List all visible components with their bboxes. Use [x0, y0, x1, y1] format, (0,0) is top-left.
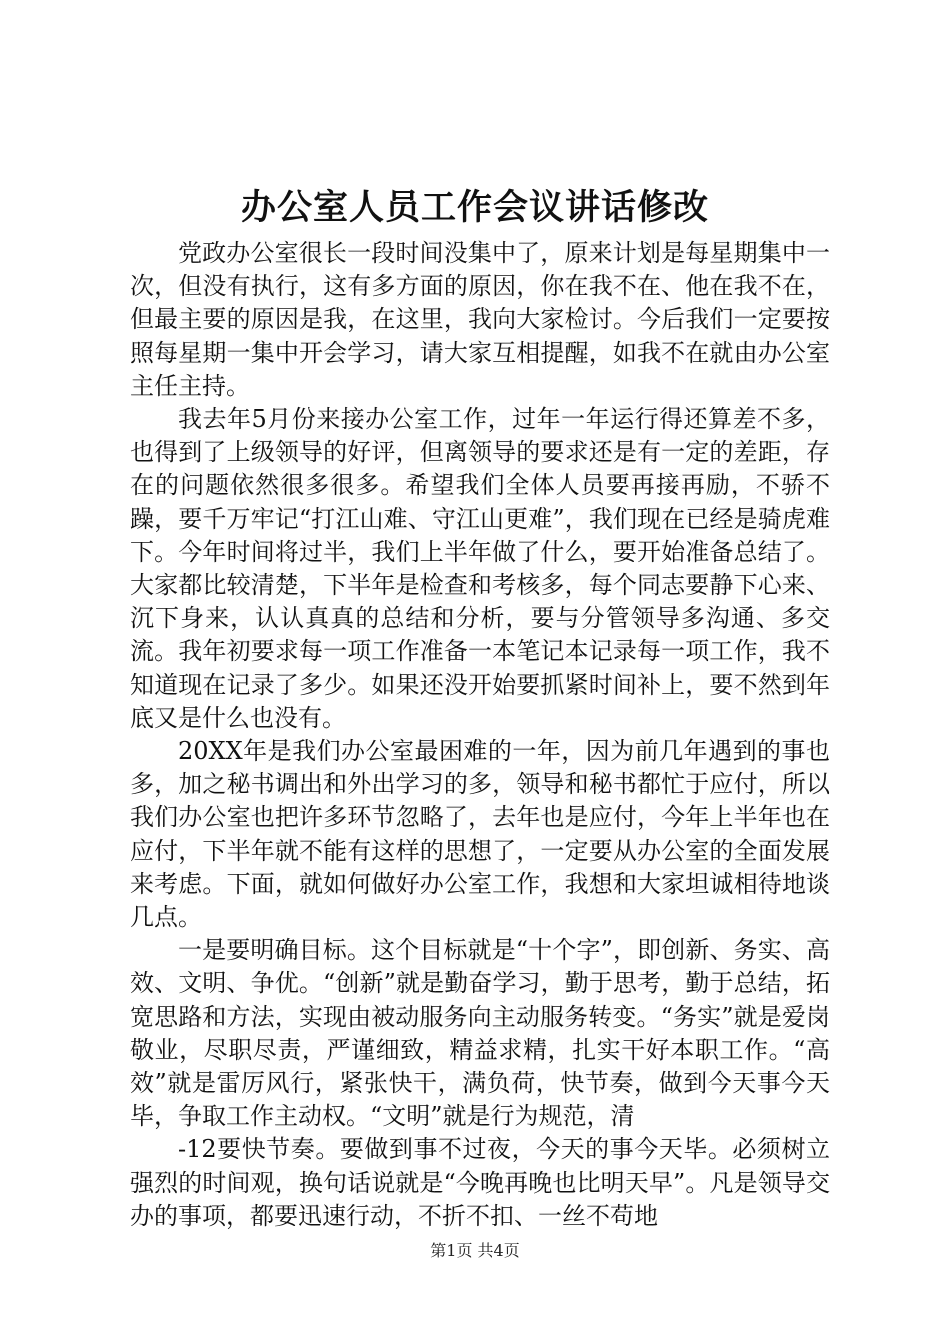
paragraph-2: 我去年5月份来接办公室工作，过年一年运行得还算差不多，也得到了上级领导的好评，但离领导的要求还是有一定的差距，存在的问题依然很多很多。希望我们全体人员要再接再励，不骄不躁，要千万牢记“打江山难、守江山更难”，我们现在已经是骑虎难下。今年时间将过半，我们上半年做了什么，要开始准备总结了。大家都比较清楚，下半年是检查和考核多，每个同志要静下心来、沉下身来，认认真真的总结和分析，要与分管领导多沟通、多交流。我年初要求每一项工作准备一本笔记本记录每一项工作，我不知道现在记录了多少。如果还没开始要抓紧时间补上，要不然到年底又是什么也没有。 — [130, 405, 830, 732]
paragraph-5: -12要快节奏。要做到事不过夜，今天的事今天毕。必须树立强烈的时间观，换句话说就是“今晚再晚也比明天早”。凡是领导交办的事项，都要迅速行动，不折不扣、一丝不苟地 — [130, 1135, 830, 1230]
paragraph-4: 一是要明确目标。这个目标就是“十个字”，即创新、务实、高效、文明、争优。“创新”就是勤奋学习，勤于思考，勤于总结，拓宽思路和方法，实现由被动服务向主动服务转变。“务实”就是爱岗敬业，尽职尽责，严谨细致，精益求精，扎实干好本职工作。“高效”就是雷厉风行，紧张快干，满负荷，快节奏，做到今天事今天毕，争取工作主动权。“文明”就是行为规范，清 — [130, 936, 830, 1131]
page-indicator: 第1页 共4页 — [430, 1241, 520, 1260]
document-body — [130, 237, 830, 1233]
paragraph-3: 20XX年是我们办公室最困难的一年，因为前几年遇到的事也多，加之秘书调出和外出学习的多，领导和秘书都忙于应付，所以我们办公室也把许多环节忽略了，去年也是应付，今年上半年也在应付，下半年就不能有这样的思想了，一定要从办公室的全面发展来考虑。下面，就如何做好办公室工作，我想和大家坦诚相待地谈几点。 — [130, 737, 830, 932]
document-title: 办公室人员工作会议讲话修改 — [240, 187, 709, 228]
paragraph-1: 党政办公室很长一段时间没集中了，原来计划是每星期集中一次，但没有执行，这有多方面的原因，你在我不在、他在我不在，但最主要的原因是我，在这里，我向大家检讨。今后我们一定要按照每星期一集中开会学习，请大家互相提醒，如我不在就由办公室主任主持。 — [130, 239, 830, 400]
